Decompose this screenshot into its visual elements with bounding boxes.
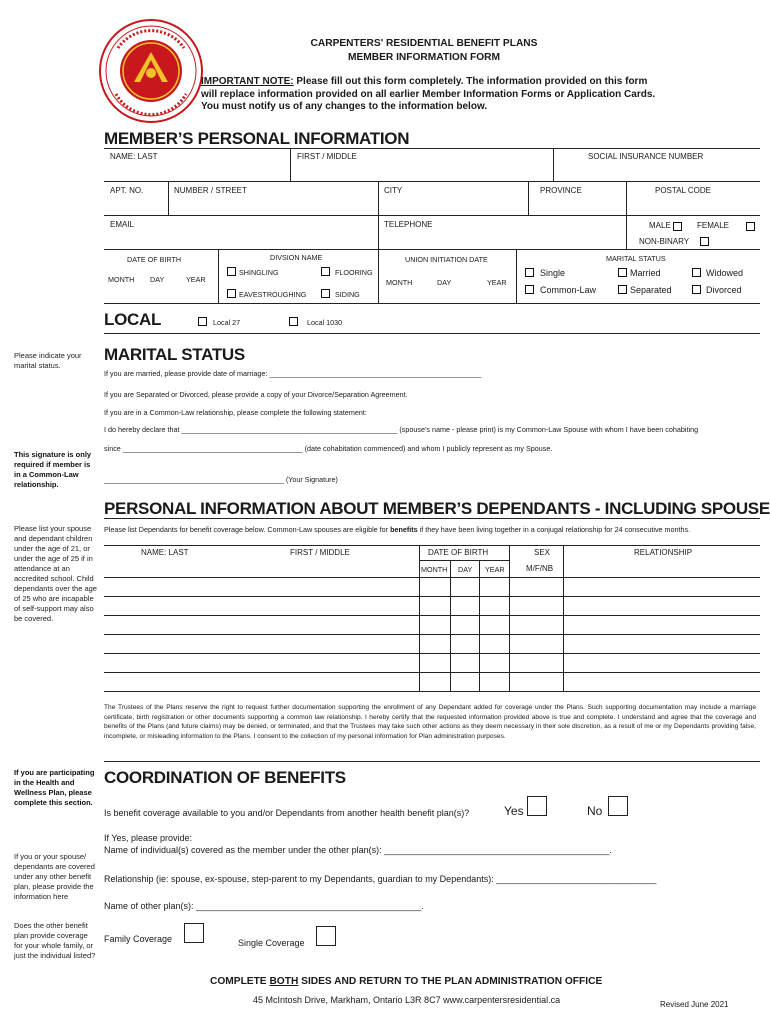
marital-line5: since _____________________________________________ (date cohabitation commenced) and whom I publicly represent as my Spouse. (104, 444, 553, 453)
local27-checkbox[interactable] (198, 317, 207, 326)
signature-line: _____________________________________________ (Your Signature) (104, 475, 338, 484)
marital-line4: I do hereby declare that ______________________________________________________ (spouse’s name - please print) is my Common-Law Spouse with whom I have been cohabiting (104, 425, 699, 434)
street-label: NUMBER / STREET (174, 186, 247, 195)
flooring-label: FLOORING (335, 268, 373, 277)
form-title-line1: CARPENTERS' RESIDENTIAL BENEFIT PLANS (310, 38, 538, 49)
commonlaw-label: Common-Law (540, 285, 597, 295)
dependants-intro-a: Please list Dependants for benefit coverage below. Common-Law spouses are eligible for (104, 525, 391, 534)
important-note-label: IMPORTANT NOTE: (201, 76, 294, 87)
cob-side-note1: If you are participating in the Health and Wellness Plan, please complete this section. (14, 768, 95, 807)
union-date-label: UNION INITIATION DATE (405, 255, 488, 264)
widowed-label: Widowed (706, 268, 744, 278)
dependant-row[interactable] (104, 634, 760, 635)
important-note (201, 76, 655, 114)
complete-b: BOTH (269, 976, 299, 987)
cob-heading: COORDINATION OF BENEFITS (104, 768, 346, 787)
yes-checkbox[interactable] (527, 796, 547, 816)
personal-info-heading: MEMBER’S PERSONAL INFORMATION (104, 129, 410, 148)
dependants-intro-c: if they have been living together in a conjugal relationship for 24 consecutive months. (417, 525, 691, 534)
city-label: CITY (384, 186, 403, 195)
dependants-intro (104, 525, 690, 534)
postal-input[interactable] (627, 197, 760, 214)
union-logo (98, 18, 204, 124)
marital-side-note: Please indicate your marital status. (14, 351, 82, 370)
dependant-row[interactable] (104, 615, 760, 616)
apt-label: APT. NO. (110, 186, 144, 195)
shingling-checkbox[interactable] (227, 267, 236, 276)
siding-checkbox[interactable] (321, 289, 330, 298)
commonlaw-checkbox[interactable] (525, 285, 534, 294)
col-sex-codes: M/F/NB (526, 564, 554, 573)
province-label: PROVINCE (540, 186, 582, 195)
female-checkbox[interactable] (746, 222, 755, 231)
first-middle-label: FIRST / MIDDLE (297, 152, 357, 161)
local1030-label: Local 1030 (307, 318, 343, 327)
dob-label: DATE OF BIRTH (127, 255, 182, 264)
important-note-line2: will replace information provided on all earlier Member Information Forms or Application Cards. (201, 88, 656, 100)
col-name-last: NAME: LAST (141, 548, 189, 557)
sin-input[interactable] (554, 163, 760, 180)
local27-label: Local 27 (213, 318, 241, 327)
male-checkbox[interactable] (673, 222, 682, 231)
signature-side-note: This signature is only required if member is in a Common-Law relationship. (14, 450, 92, 489)
single-coverage-label: Single Coverage (238, 938, 305, 948)
union-day-label: DAY (437, 278, 452, 287)
form-title-line2: MEMBER INFORMATION FORM (347, 52, 501, 63)
nonbinary-checkbox[interactable] (700, 237, 709, 246)
postal-label: POSTAL CODE (655, 186, 712, 195)
dob-year-label: YEAR (186, 275, 206, 284)
dependant-row[interactable] (104, 691, 760, 692)
divorced-label: Divorced (706, 285, 742, 295)
office-address: 45 McIntosh Drive, Markham, Ontario L3R 8C7 www.carpentersresidential.ca (253, 995, 561, 1005)
yes-label: Yes (504, 804, 524, 818)
trustees-statement: The Trustees of the Plans reserve the right to request further documentation supporting the enrollment of any Dependant added for coverage under the Plans. Such supporting documentation may include a marriage certificate, birth registration or other documents supporting a common law relationship. I hereby certify that the requested information provided above is true and complete. I understand and agree that the coverage and benefits of the Plans (and future claims) may be denied, or terminated, and that the Trustees may take such other actions as they deem necessary in their sole discretion, as a result of me or my Dependants providing false, incomplete, or misleading information to the Plans. I consent to the collection of my personal information for Plan administration purposes. (104, 704, 756, 740)
single-coverage-checkbox[interactable] (316, 926, 336, 946)
dependant-row[interactable] (104, 596, 760, 597)
flooring-checkbox[interactable] (321, 267, 330, 276)
marital-line1: If you are married, please provide date of marriage: _____________________________________________________ (104, 369, 482, 378)
street-input[interactable] (169, 197, 378, 214)
name-last-input[interactable] (104, 163, 290, 180)
dependant-row[interactable] (104, 653, 760, 654)
complete-a: COMPLETE (210, 976, 270, 987)
revised-date: Revised June 2021 (660, 1000, 729, 1009)
eavestroughing-checkbox[interactable] (227, 289, 236, 298)
male-label: MALE (649, 221, 671, 230)
cob-names-line: Name of individual(s) covered as the member under the other plan(s): _____________________________________________. (104, 845, 612, 855)
divorced-checkbox[interactable] (692, 285, 701, 294)
dependants-heading: PERSONAL INFORMATION ABOUT MEMBER’S DEPENDANTS - INCLUDING SPOUSE (104, 499, 770, 518)
female-label: FEMALE (697, 221, 730, 230)
province-input[interactable] (529, 197, 626, 214)
marital-line3: If you are in a Common-Law relationship, please complete the following statement: (104, 408, 367, 417)
city-input[interactable] (379, 197, 528, 214)
marital-status-label: MARITAL STATUS (606, 254, 666, 263)
single-checkbox[interactable] (525, 268, 534, 277)
email-input[interactable] (104, 231, 378, 248)
single-label: Single (540, 268, 566, 278)
cob-plans-line: Name of other plan(s): _____________________________________________. (104, 901, 424, 911)
marital-line2: If you are Separated or Divorced, please provide a copy of your Divorce/Separation Agreement. (104, 390, 408, 399)
dob-day-label: DAY (150, 275, 165, 284)
dependants-intro-b: benefits (390, 525, 418, 534)
telephone-input[interactable] (379, 231, 626, 248)
col-relationship: RELATIONSHIP (634, 548, 693, 557)
apt-input[interactable] (104, 197, 168, 214)
dependants-side-note: Please list your spouse and dependant children under the age of 21, or under the age of 25 if in attendance at an accredited school. Child dependants over the age of 25 who are incapable of self-support may also be covered. (14, 524, 97, 623)
email-label: EMAIL (110, 220, 135, 229)
married-label: Married (630, 268, 661, 278)
division-label: DIVSION NAME (270, 253, 323, 262)
widowed-checkbox[interactable] (692, 268, 701, 277)
complete-c: SIDES AND RETURN TO THE PLAN ADMINISTRATION OFFICE (298, 976, 603, 987)
cob-side-note2: If you or your spouse/ dependants are covered under any other benefit plan, please provide the information here (14, 852, 95, 901)
first-middle-input[interactable] (291, 163, 553, 180)
cob-ifyes: If Yes, please provide: (104, 833, 193, 843)
col-month: MONTH (421, 565, 448, 574)
col-first-middle: FIRST / MIDDLE (290, 548, 350, 557)
eavestroughing-label: EAVESTROUGHING (239, 290, 307, 299)
no-checkbox[interactable] (608, 796, 628, 816)
shingling-label: SHINGLING (239, 268, 279, 277)
telephone-label: TELEPHONE (384, 220, 433, 229)
col-dob: DATE OF BIRTH (428, 548, 489, 557)
local-heading: LOCAL (104, 310, 162, 329)
siding-label: SIDING (335, 290, 360, 299)
col-day: DAY (458, 565, 473, 574)
separated-label: Separated (630, 285, 672, 295)
married-checkbox[interactable] (618, 268, 627, 277)
important-note-line3: You must notify us of any changes to the information below. (201, 101, 488, 112)
no-label: No (587, 804, 603, 818)
dob-month-label: MONTH (108, 275, 135, 284)
cob-question: Is benefit coverage available to you and/or Dependants from another health benefit plan(s)? (104, 808, 470, 818)
cob-relationship-line: Relationship (ie: spouse, ex-spouse, step-parent to my Dependants, guardian to my Dependants): ________________________________ (104, 874, 657, 884)
sin-label: SOCIAL INSURANCE NUMBER (588, 152, 704, 161)
union-month-label: MONTH (386, 278, 413, 287)
union-year-label: YEAR (487, 278, 507, 287)
dependant-row[interactable] (104, 672, 760, 673)
separated-checkbox[interactable] (618, 285, 627, 294)
col-sex: SEX (534, 548, 551, 557)
family-coverage-checkbox[interactable] (184, 923, 204, 943)
local1030-checkbox[interactable] (289, 317, 298, 326)
cob-side-note3: Does the other benefit plan provide coverage for your whole family, or just the individual listed? (14, 921, 96, 960)
col-year: YEAR (485, 565, 505, 574)
important-note-line1: Please fill out this form completely. The information provided on this form (293, 76, 648, 87)
nonbinary-label: NON-BINARY (639, 237, 690, 246)
complete-both-sides (210, 976, 602, 987)
name-last-label: NAME: LAST (110, 152, 158, 161)
family-coverage-label: Family Coverage (104, 934, 173, 944)
marital-heading: MARITAL STATUS (104, 345, 245, 364)
